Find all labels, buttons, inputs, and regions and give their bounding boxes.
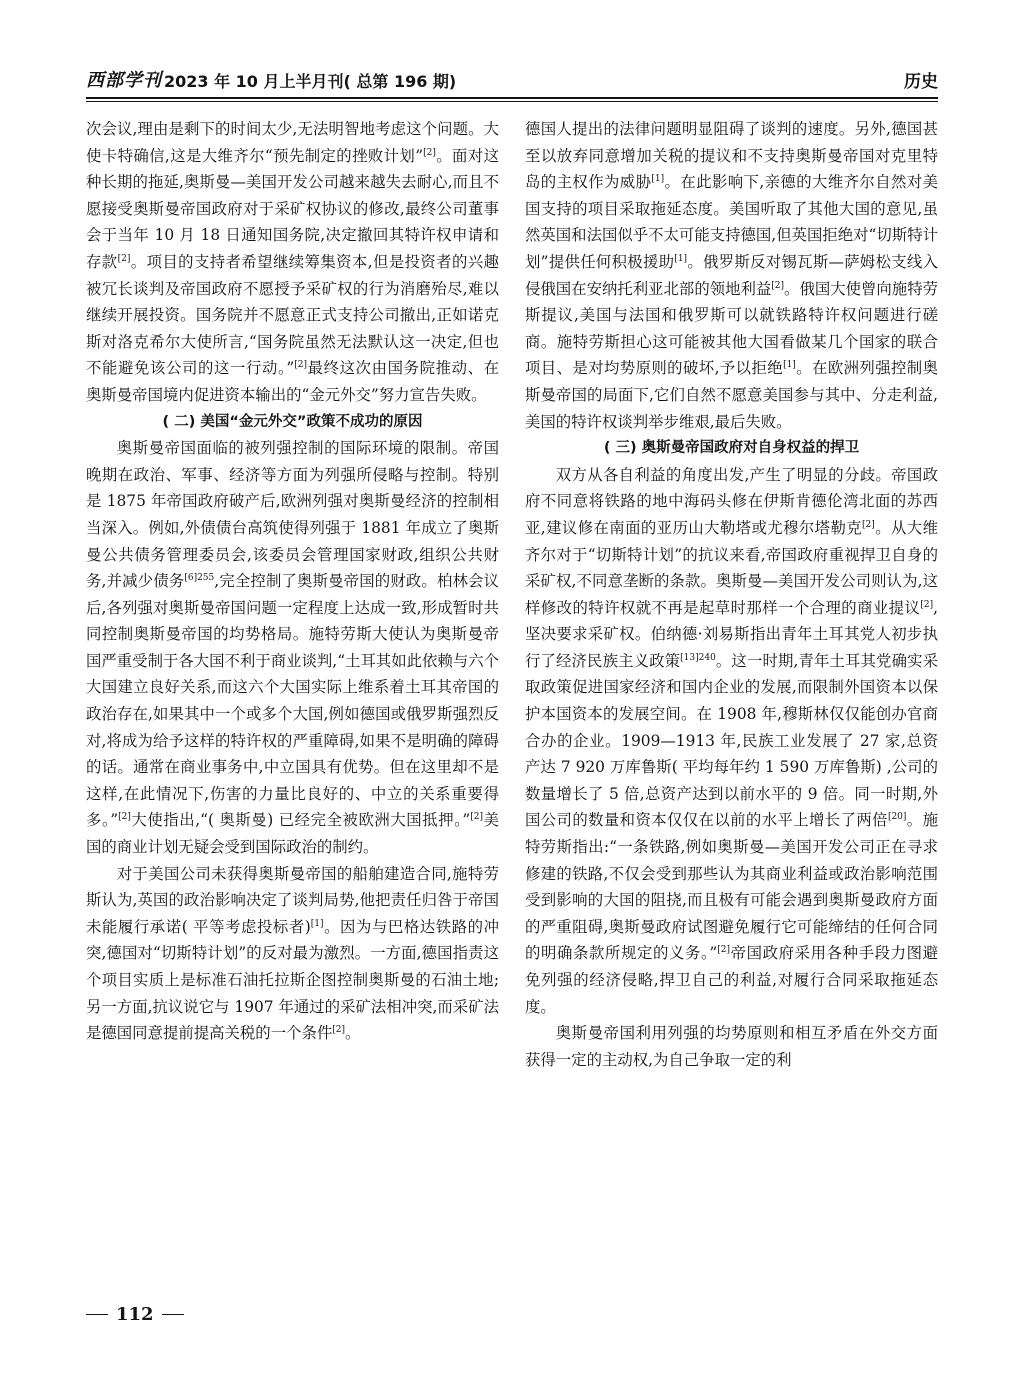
citation: [2] xyxy=(117,253,131,264)
folio-dash xyxy=(86,1314,108,1315)
folio-dash xyxy=(162,1314,184,1315)
paragraph: 次会议,理由是剩下的时间太少,无法明智地考虑这个问题。大使卡特确信,这是大维齐尔“预先制定的挫败计划”[2]。面对这种长期的拖延,奥斯曼—美国开发公司越来越失去耐心,而且不愿接受奥斯曼帝国政府对于采矿权协议的修改,最终公司董事会于当年 10 月 18 日通知国务院,决定撤回其特许权申请和存款[2]。项目的支持者希望继续筹集资本,但是投资者的兴趣被冗长谈判及帝国政府不愿授予采矿权的行为消磨殆尽,难以继续开展投资。国务院并不愿意正式支持公司撤出,正如诺克斯对洛克希尔大使所言,“国务院虽然无法默认这一决定,但也不能避免该公司的这一行动。”[2]最终这次由国务院推动、在奥斯曼帝国境内促进资本输出的“金元外交”努力宣告失败。 xyxy=(86,120,499,404)
paragraph: 德国人提出的法律问题明显阻碍了谈判的速度。另外,德国甚至以放弃同意增加关税的提议和不支持奥斯曼帝国对克里特岛的主权作为威胁[1]。在此影响下,亲德的大维齐尔自然对美国支持的项目采取拖延态度。美国听取了其他大国的意见,虽然英国和法国似乎不太可能支持德国,但英国拒绝对“切斯特计划”提供任何积极援助[1]。俄罗斯反对锡瓦斯—萨姆松支线入侵俄国在安纳托利亚北部的领地利益[2]。俄国大使曾向施特劳斯提议,美国与法国和俄罗斯可以就铁路特许权问题进行磋商。施特劳斯担心这可能被其他大国看做某几个国家的联合项目、是对均势原则的破坏,予以拒绝[1]。在欧洲列强控制奥斯曼帝国的局面下,它们自然不愿意美国参与其中、分走利益,美国的特许权谈判举步维艰,最后失败。 xyxy=(525,120,938,431)
citation: [1] xyxy=(651,174,665,185)
page-number-text: 112 xyxy=(116,1304,154,1325)
header-rule-thick xyxy=(86,97,938,99)
paragraph: 对于美国公司未获得奥斯曼帝国的船舶建造合同,施特劳斯认为,英国的政治影响决定了谈判局势,他把责任归咎于帝国未能履行承诺( 平等考虑投标者)[1]。因为与巴格达铁路的冲突,德国对“切斯特计划”的反对最为激烈。一方面,德国指责这个项目实质上是标准石油托拉斯企图控制奥斯曼的石油土地;另一方面,抗议说它与 1907 年通过的采矿法相冲突,而采矿法是德国同意提前提高关税的一个条件[2]。 xyxy=(86,864,499,1043)
page-number xyxy=(86,1304,192,1325)
citation: [13]240 xyxy=(680,652,716,663)
citation: [2] xyxy=(423,147,436,158)
section-heading: ( 二) 美国“金元外交”政策不成功的原因 xyxy=(162,413,423,430)
journal-logo: 西部学刊 xyxy=(86,70,162,91)
citation: [20] xyxy=(887,812,907,823)
citation: [2] xyxy=(470,812,484,823)
left-column xyxy=(86,116,499,1073)
citation: [2] xyxy=(920,599,934,610)
citation: [1] xyxy=(674,253,688,264)
paragraph: 奥斯曼帝国面临的被列强控制的国际环境的限制。帝国晚期在政治、军事、经济等方面为列强所侵略与控制。特别是 1875 年帝国政府破产后,欧洲列强对奥斯曼经济的控制相当深入。例如,外债债台高筑使得列强于 1881 年成立了奥斯曼公共债务管理委员会,该委员会管理国家财政,组织公共财务,并减少债务$^{[6]255}$,完全控制了奥斯曼帝国的财政。柏林会议后,各列强对奥斯曼帝国问题一定程度上达成一致,形成暂时共同控制奥斯曼帝国的均势格局。施特劳斯大使认为奥斯曼帝国严重受制于各大国不利于商业谈判,“土耳其如此依赖与六个大国建立良好关系,而这六个大国实际上维系着土耳其帝国的政治存在,如果其中一个或多个大国,例如德国或俄罗斯强烈反对,将成为给予这样的特许权的严重障碍,如果不是明确的障碍的话。通常在商业事务中,中立国具有优势。但在这里却不是这样,在此情况下,伤害的力量比良好的、中立的关系重要得多。”[2]大使指出,“( 奥斯曼) 已经完全被欧洲大国抵押。”[2]美国的商业计划无疑会受到国际政治的制约。 xyxy=(86,439,499,857)
citation: [1] xyxy=(310,918,324,929)
citation: [2] xyxy=(332,1025,346,1036)
header-left xyxy=(86,66,456,92)
citation: [2] xyxy=(294,360,307,371)
header-rule-thin xyxy=(86,101,938,102)
paragraph: 奥斯曼帝国利用列强的均势原则和相互矛盾在外交方面获得一定的主动权,为自己争取一定的利 xyxy=(525,1024,938,1069)
citation: [2] xyxy=(771,280,785,291)
citation: [2] xyxy=(862,519,875,530)
citation: [2] xyxy=(118,812,131,823)
section-heading: ( 三) 奥斯曼帝国政府对自身权益的捍卫 xyxy=(603,440,860,457)
section-title: 历史 xyxy=(904,72,938,92)
body-columns xyxy=(86,116,938,1073)
citation: [2] xyxy=(717,945,730,956)
paragraph: 双方从各自利益的角度出发,产生了明显的分歧。帝国政府不同意将铁路的地中海码头修在伊斯肯德伦湾北面的苏西亚,建议修在南面的亚历山大勒塔或尤穆尔塔勒克[2]。从大维齐尔对于“切斯特计划”的抗议来看,帝国政府重视捍卫自身的采矿权,不同意垄断的条款。奥斯曼—美国开发公司则认为,这样修改的特许权就不再是起草时那样一个合理的商业提议[2],坚决要求采矿权。伯纳德·刘易斯指出青年土耳其党人初步执行了经济民族主义政策$^{[13]240}$。这一时期,青年土耳其党确实采取政策促进国家经济和国内企业的发展,而限制外国资本以保护本国资本的发展空间。在 1908 年,穆斯林仅仅能创办官商合办的企业。1909—1913 年,民族工业发展了 27 家,总资产达 7 920 万库鲁斯( 平均每年约 1 590 万库鲁斯) ,公司的数量增长了 5 倍,总资产达到以前水平的 9 倍。同一时期,外国公司的数量和资本仅仅在以前的水平上增长了两倍[20]。施特劳斯指出:“一条铁路,例如奥斯曼—美国开发公司正在寻求修建的铁路,不仅会受到那些认为其商业利益或政治影响范围受到影响的大国的阻挠,而且极有可能会遇到奥斯曼政府方面的严重阻碍,奥斯曼政府试图避免履行它可能缔结的任何合同的明确条款所规定的义务。”[2]帝国政府采用各种手段力图避免列强的经济侵略,捍卫自己的利益,对履行合同采取拖延态度。 xyxy=(525,465,938,1016)
citation: [1] xyxy=(783,360,796,371)
citation: [6]255 xyxy=(184,573,215,584)
right-column xyxy=(525,116,938,1073)
running-header xyxy=(86,62,938,92)
issue-info: 2023 年 10 月上半月刊( 总第 196 期) xyxy=(164,72,457,91)
